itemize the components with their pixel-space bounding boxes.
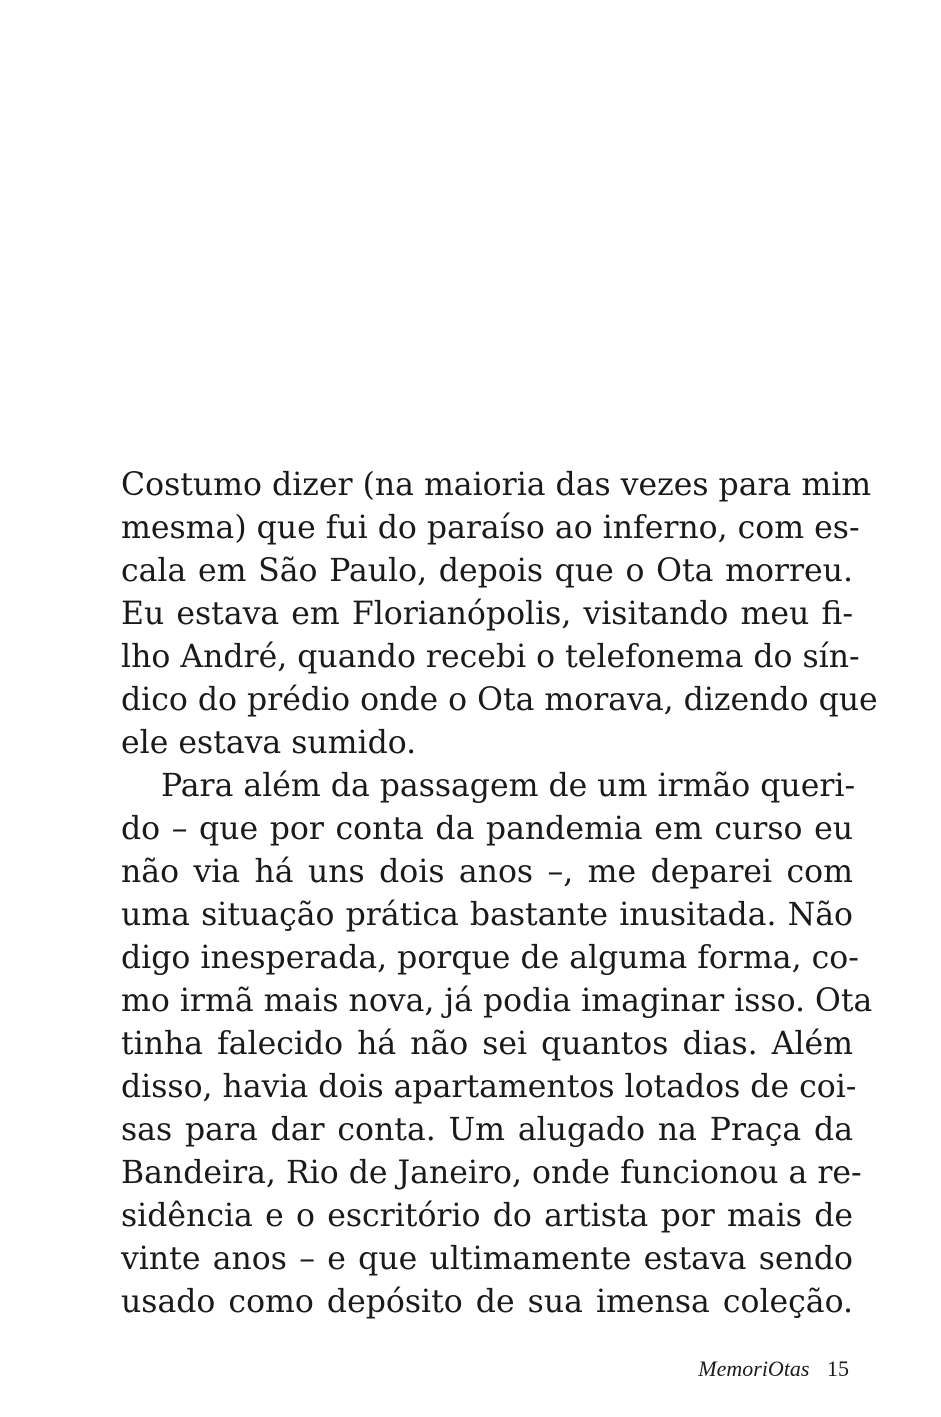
text-line: Para além da passagem de um irmão queri- <box>161 768 856 804</box>
text-line: cala em São Paulo, depois que o Ota morreu. <box>121 553 853 589</box>
text-line: mesma) que fui do paraíso ao inferno, com es- <box>121 510 860 546</box>
text-line: digo inesperada, porque de alguma forma, co- <box>121 940 859 976</box>
text-line: ele estava sumido. <box>121 725 417 761</box>
text-line: sidência e o escritório do artista por mais de <box>121 1198 853 1234</box>
text-line: lho André, quando recebi o telefonema do sín- <box>121 639 860 675</box>
body-text <box>121 464 878 1324</box>
book-title: MemoriOtas <box>698 1356 810 1381</box>
text-line: sas para dar conta. Um alugado na Praça da <box>121 1112 853 1148</box>
text-line: tinha falecido há não sei quantos dias. Além <box>121 1026 853 1062</box>
page-number: 15 <box>827 1356 849 1381</box>
text-line: Costumo dizer (na maioria das vezes para mim <box>121 467 872 503</box>
text-line: vinte anos – e que ultimamente estava sendo <box>121 1241 853 1277</box>
text-line: Eu estava em Florianópolis, visitando meu fi- <box>121 596 853 632</box>
text-line: Bandeira, Rio de Janeiro, onde funcionou a re- <box>121 1155 862 1191</box>
page-footer <box>698 1354 849 1384</box>
text-line: dico do prédio onde o Ota morava, dizendo que <box>121 682 878 718</box>
text-line: do – que por conta da pandemia em curso eu <box>121 811 853 847</box>
text-line: não via há uns dois anos –, me deparei com <box>121 854 853 890</box>
text-line: disso, havia dois apartamentos lotados de coi- <box>121 1069 857 1105</box>
text-line: usado como depósito de sua imensa coleção. <box>121 1284 853 1320</box>
text-line: mo irmã mais nova, já podia imaginar isso. Ota <box>121 983 873 1019</box>
text-line: uma situação prática bastante inusitada. Não <box>121 897 853 933</box>
